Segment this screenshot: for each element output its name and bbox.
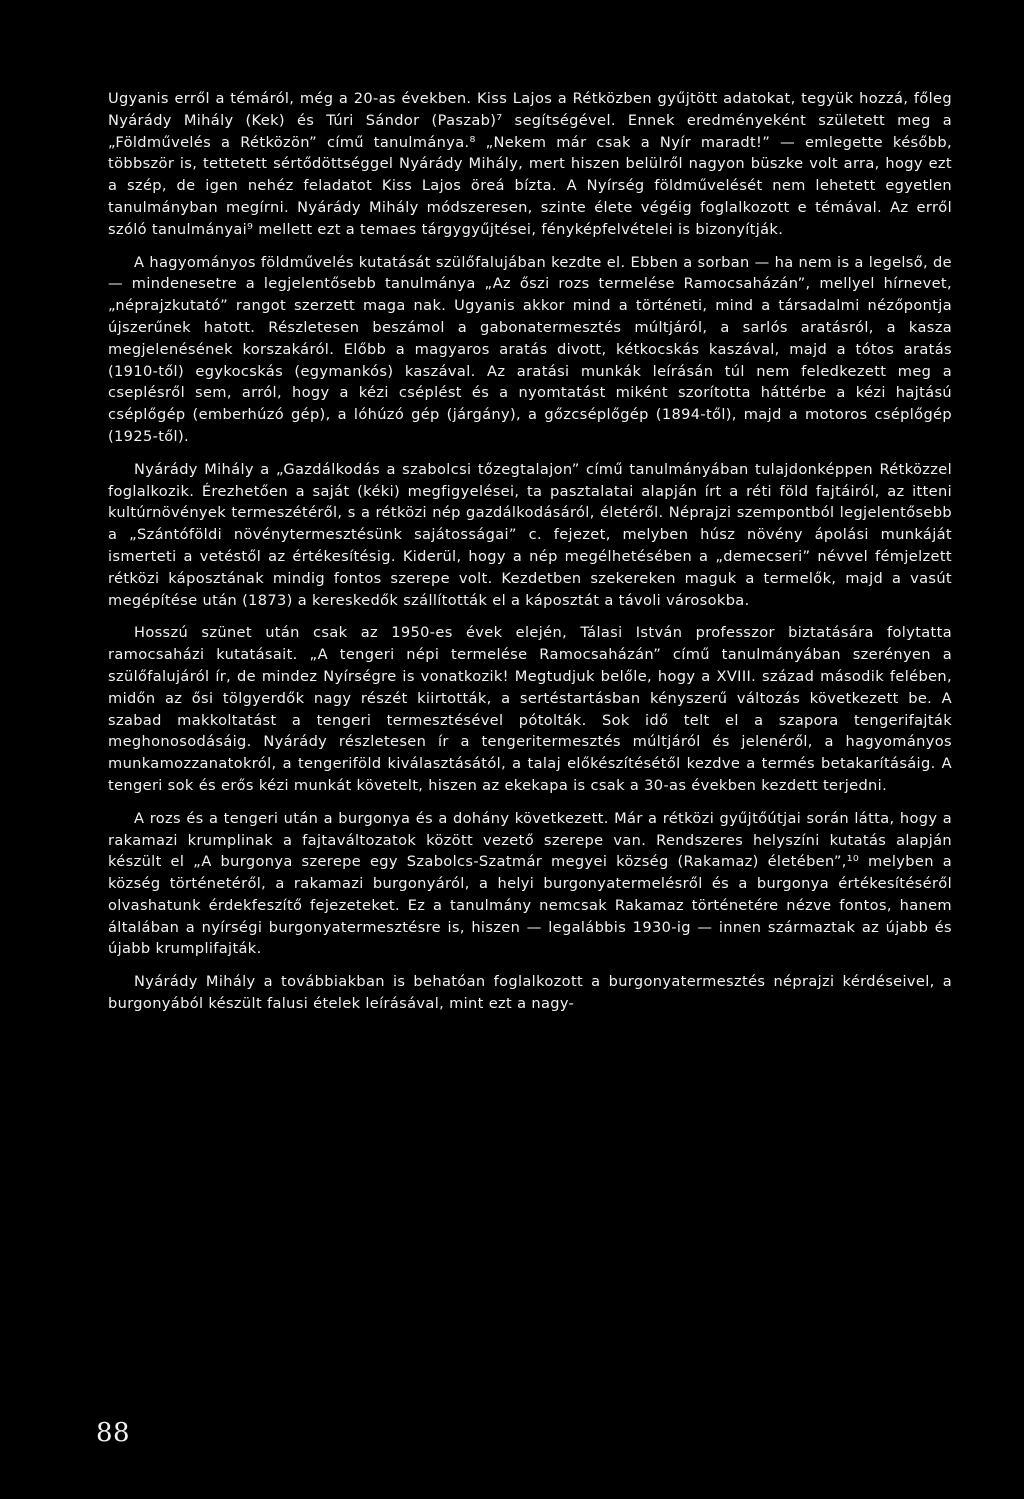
page-body <box>108 88 952 1015</box>
paragraph-2: A hagyományos földművelés kutatását szülőfalujában kezdte el. Ebben a sorban — ha nem is a legelső, de — mindenesetre a legjelentősebb tanulmánya „Az őszi rozs termelése Ramocsaházán”, mellyel hírnevet, „néprajzkutató” rangot szerzett maga nak. Ugyanis akkor mind a történeti, mind a társadalmi nézőpontja újszerűnek hatott. Részletesen beszámol a gabonatermesztés múltjáról, a sarlós aratásról, a kasza megjelenésének korszakáról. Előbb a magyaros aratás divott, kétkocskás kaszával, majd a tótos aratás (1910-től) egykocskás (egymankós) kaszával. Az aratási munkák leírásán túl nem feledkezett meg a cseplésről sem, arról, hogy a kézi cséplést és a nyomtatást miként szorította háttérbe a kézi hajtású cséplőgép (emberhúzó gép), a lóhúzó gép (járgány), a gőzcséplőgép (1894-től), majd a motoros cséplőgép (1925-től). <box>108 253 952 445</box>
paragraph-6: Nyárády Mihály a továbbiakban is behatóan foglalkozott a burgonyatermesztés néprajzi kérdéseivel, a burgonyából készült falusi ételek leírásával, mint ezt a nagy- <box>108 973 952 1013</box>
paragraph-1: Ugyanis erről a témáról, még a 20-as években. Kiss Lajos a Rétközben gyűjtött adatokat, tegyük hozzá, főleg Nyárády Mihály (Kek) és Túri Sándor (Paszab)⁷ segítségével. Ennek eredményeként született meg a „Földművelés a Rétközön” című tanulmánya.⁸ „Nekem már csak a Nyír maradt!” — emlegette később, többször is, tettetett sértődöttséggel Nyárády Mihály, mert hiszen belülről nagyon büszke volt arra, hogy ezt a szép, de igen nehéz feladatot Kiss Lajos öreá bízta. A Nyírség földművelését nem lehetett egyetlen tanulmányban megírni. Nyárády Mihály módszeresen, szinte élete végéig foglalkozott e témával. Az erről szóló tanulmányai⁹ mellett ezt a temaes tárgygyűjtései, fényképfelvételei is bizonyítják. <box>108 90 952 238</box>
paragraph-4: Hosszú szünet után csak az 1950-es évek elején, Tálasi István professzor biztatására folytatta ramocsaházi kutatásait. „A tengeri népi termelése Ramocsaházán” című tanulmányában szerényen a szülőfalujáról ír, de mindez Nyírségre is vonatkozik! Megtudjuk belőle, hogy a XVIII. század második felében, midőn az ősi tölgyerdők nagy részét kiirtották, a sertéstartásban kényszerű változás következett be. A szabad makkoltatást a tengeri termesztésével pótolták. Sok idő telt el a szapora tengerifajták meghonosodásáig. Nyárády részletesen ír a tengeritermesztés múltjáról és jelenéről, a hagyományos munkamozzanatokról, a tengeriföld kiválasztásától, a talaj előkészítésétől kezdve a termés betakarításáig. A tengeri sok és erős kézi munkát követelt, hiszen az ekekapa is csak a 30-as években kezdett terjedni. <box>108 624 952 794</box>
paragraph-3: Nyárády Mihály a „Gazdálkodás a szabolcsi tőzegtalajon” című tanulmányában tulajdonképpen Rétközzel foglalkozik. Érezhetően a saját (kéki) megfigyelései, ta pasztalatai alapján írt a réti föld fajtáiról, az itteni kultúrnövények termeszétéről, s a rétközi nép gazdálkodásáról, életéről. Néprajzi szempontból legjelentősebb a „Szántóföldi növénytermesztésünk sajátosságai” c. fejezet, melyben húsz növény ápolási munkáját ismerteti a vetéstől az értékesítésig. Kiderül, hogy a nép megélhetésében a „demecseri” névvel fémjelzett rétközi káposztának mindig fontos szerepe volt. Kezdetben szekereken maguk a termelők, majd a vasút megépítése után (1873) a kereskedők szállították el a káposztát a távoli városokba. <box>108 460 952 609</box>
page-number: 88 <box>96 1418 131 1448</box>
paragraph-5: A rozs és a tengeri után a burgonya és a dohány következett. Már a rétközi gyűjtőútjai során látta, hogy a rakamazi krumplinak a fajtaváltozatok között vezető szerepe van. Rendszeres helyszíni kutatás alapján készült el „A burgonya szerepe egy Szabolcs-Szatmár megyei község (Rakamaz) életében”,¹⁰ melyben a község történetéről, a rakamazi burgonyáról, a helyi burgonyatermelésről és a burgonya értékesítéséről olvashatunk érdekfeszítő fejezeteket. Ez a tanulmány nemcsak Rakamaz történetére nézve fontos, hanem általában a nyírségi burgonyatermesztésre is, hiszen — legalábbis 1930-ig — innen származtak az újabb és újabb krumplifajták. <box>108 809 952 958</box>
